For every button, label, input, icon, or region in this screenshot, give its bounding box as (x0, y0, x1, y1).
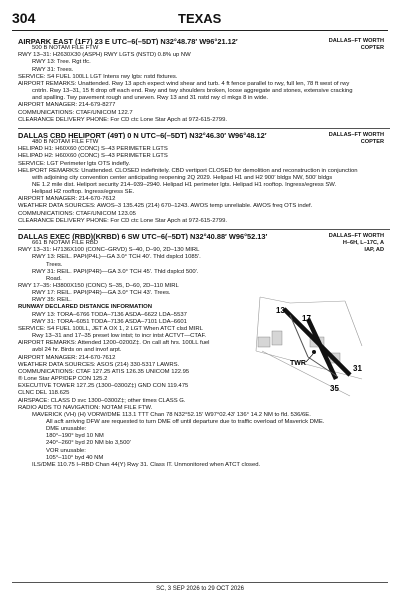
label-rwy-17: 17 (302, 314, 311, 323)
entry-line: RWY 31: REIL. PAPI(P4R)—GA 3.0° TCH 45′. Thld dsplcd 500′. (32, 268, 199, 275)
chart-reference: COPTER (360, 45, 384, 51)
entry-line: RWY 13–31: H7136X100 (CONC–GRVD) S–40, D–90, 2D–130 MIRL (18, 247, 200, 254)
chart-reference: DALLAS–FT WORTH (328, 131, 384, 138)
entry-line: MAVERICK (VH) (H) VORW/DME 113.1 TTT Chan 78 N32°52.15′ W97°02.43′ 136° 14.2 NM to fld. 536/6E. (32, 411, 311, 418)
top-rule (12, 30, 388, 31)
entry-line: HELIPAD H2: H60X60 (CONC) S–43 PERIMETER LGTS (18, 153, 168, 160)
chart-references (329, 233, 384, 254)
entry-line: Road. (46, 275, 62, 282)
airport-header: DALLAS CBD HELIPORT (49T) 0 N UTC–6(–5DT) N32°46.30′ W96°48.12′ (18, 131, 267, 140)
entry-line: RUNWAY DECLARED DISTANCE INFORMATION (18, 304, 152, 311)
entry-line: Trees. (46, 261, 63, 268)
entry-line: WEATHER DATA SOURCES: ASOS (214) 330-5317 LAWRS. (18, 361, 180, 368)
chart-reference: H–6H, L–17C, A (342, 239, 384, 246)
entry-line: 500 B NOTAM FILE FTW (32, 45, 99, 52)
chart-reference: COPTER (360, 138, 384, 145)
entry-line: 180°–190° byd 10 NM (46, 433, 104, 440)
entry-line: 105°–110° byd 40 NM (46, 454, 104, 461)
entry-line: RWY 13–31: H2630X30 (ASPH) RWY LGTS (NSTD) 0.8% up NW (18, 52, 191, 59)
diagram-building (272, 331, 282, 345)
entry-line: RWY 13: TORA–6766 TODA–7136 ASDA–6622 LDA–5537 (32, 311, 187, 318)
entry-line: with adjoining city convention center anticipating reopening 2Q 2029. Helipad H1 and H2 900′ bldgs NW, 500′ bldgs (32, 174, 333, 181)
entry-separator (18, 128, 390, 129)
entry-line: COMMUNICATIONS: CTAF/UNICOM 123.05 (18, 210, 136, 217)
entry-line: SERVICE: S4 FUEL 100LL LGT Intens rwy lgts: nstd fixtures. (18, 73, 178, 80)
entry-line: Rwy 13–31 and 17–35 preset low intst; to incr intst ACTVT—CTAF. (32, 333, 207, 340)
entry-line: ILS/DME 110.75 I–RBD Chan 44(Y) Rwy 31. Class IT. Unmonitored when ATCT closed. (32, 461, 261, 468)
label-rwy-31: 31 (353, 364, 362, 373)
directory-content (18, 38, 390, 469)
entry-line: All acft arriving DFW are requested to turn DME off until departure due to traffic overload of Maverick DME. (46, 418, 325, 425)
entry-line: CLNC DEL 118.625 (18, 390, 70, 397)
entry-line: 480 B NOTAM FILE FTW (32, 139, 99, 146)
entry-line: CLEARANCE DELIVERY PHONE: For CD ctc Lone Star Apch at 972-615-2799. (18, 116, 227, 123)
entry-line: AIRPORT REMARKS: Attended 1200–0200Z‡. On call aft hrs. 100LL fuel (18, 340, 210, 347)
chart-reference: IAP, AD (364, 246, 384, 253)
airport-header: DALLAS EXEC (RBD)(KRBD) 6 SW UTC–6(–5DT) N32°40.88′ W96°52.13′ (18, 232, 268, 241)
entry-line: and spalling. Twy pavement rough and uneven. Rwy 13 and 31 nstd rwy cl mkgs 8 in wide. (32, 95, 268, 102)
entry-line: VOR unusable: (46, 447, 86, 454)
entry-line: RWY 13: Tree. Rgt tfc. (32, 59, 91, 66)
label-rwy-35: 35 (330, 384, 339, 393)
entry-line: RWY 17: REIL. PAPI(P4R)—GA 3.0° TCH 43′. Trees. (32, 290, 171, 297)
entry-line: COMMUNICATIONS: CTAF 127.25 ATIS 126.35 UNICOM 122.95 (18, 368, 190, 375)
entry-line: RWY 31: TORA–6051 TODA–7136 ASDA–7101 LDA–6601 (32, 318, 187, 325)
entry-line: WEATHER DATA SOURCES: AWOS–3 135.425 (214) 670–1243. AWOS temp unreliable. AWOS freq OTS indef. (18, 203, 313, 210)
entry-line: RWY 17–35: H3800X150 (CONC) S–35, D–60, 2D–110 MIRL (18, 283, 179, 289)
chart-references (329, 132, 384, 146)
airport-entry (18, 38, 390, 124)
entry-line: SERVICE: LGT Perimeter lgts OTS indefly. (18, 160, 130, 167)
airport-entry (18, 132, 390, 225)
airport-header: AIRPARK EAST (1F7) 23 E UTC–6(–5DT) N32°48.78′ W96°21.12′ (18, 38, 238, 46)
chart-reference: DALLAS–FT WORTH (328, 232, 384, 239)
entry-line: COMMUNICATIONS: CTAF/UNICOM 122.7 (18, 109, 133, 116)
entry-line: RWY 31: Trees. (32, 66, 74, 73)
entry-line: NE 1.2 mile dist. Heliport security 214–939–2940. Helipad H1 perimeter lgts. Helipad H1 rooftop. Ingress/egress SW. (32, 181, 337, 188)
entry-line: RWY 35: REIL. (32, 297, 72, 304)
entry-line: AIRPORT MANAGER: 214-670-7612 (18, 354, 116, 361)
chart-reference: DALLAS–FT WORTH (328, 38, 384, 44)
entry-line: ® Lone Star APP/DEP CON 125.2 (18, 376, 108, 383)
entry-line: cntrln. Rwy 13–31, 15 ft drop off each end. Rwy and twy shoulders broken, loose aggregate and stones, extensive cracking (32, 88, 353, 95)
entry-separator (18, 229, 390, 230)
entry-line: 240°–260° byd 20 NM blo 3,500′ (46, 440, 131, 447)
tower-marker (312, 350, 316, 354)
entry-line: HELIPORT REMARKS: Unattended. CLOSED indefinitely. CBD vertiport CLOSED for demolition and reconstruction in conjunction (18, 167, 358, 174)
entry-line: DME unusable: (46, 426, 87, 433)
entry-line: RADIO AIDS TO NAVIGATION: NOTAM FILE FTW. (18, 404, 153, 411)
diagram-building (258, 337, 270, 347)
entry-line: EXECUTIVE TOWER 127.25 (1300–0300Z‡) GND CON 119.475 (18, 383, 189, 390)
entry-line: CLEARANCE DELIVERY PHONE: For CD ctc Lone Star Apch at 972-615-2799. (18, 217, 227, 224)
entry-line: Helipad H2 rooftop. Ingress/egress SE. (32, 189, 135, 196)
label-rwy-13: 13 (276, 306, 285, 315)
entry-line: AIRSPACE: CLASS D svc 1300–0300Z‡; other times CLASS G. (18, 397, 186, 404)
page-number: 304 (12, 10, 36, 26)
airport-diagram (250, 291, 390, 401)
bottom-rule (12, 582, 388, 583)
label-twr: TWR (290, 360, 306, 367)
chart-references (329, 38, 384, 52)
entry-line: RWY 13: REIL. PAPI(P4L)—GA 3.0° TCH 40′. Thld dsplcd 1085′. (32, 254, 201, 261)
entry-line: SERVICE: S4 FUEL 100LL, JET A OX 1, 2 LGT When ATCT clsd MIRL (18, 325, 203, 332)
entry-line: 661 B NOTAM FILE RBD (32, 240, 99, 247)
state-title: TEXAS (178, 11, 222, 26)
footer-effective-dates: SC, 3 SEP 2026 to 29 OCT 2026 (156, 586, 244, 592)
entry-line: avbl 24 hr. Birds on and invof arpt. (32, 347, 122, 354)
entry-line: AIRPORT REMARKS: Unattended. Rwy 13 apch expect wind shear and turb. 4 ft fence parallel to rwy, full len, 78 ft west of rwy (18, 80, 350, 87)
entry-line: AIRPORT MANAGER: 214-670-7612 (18, 196, 116, 203)
entry-line: AIRPORT MANAGER: 214-679-8277 (18, 102, 116, 109)
entry-line: HELIPAD H1: H60X60 (CONC) S–43 PERIMETER LGTS (18, 146, 168, 153)
